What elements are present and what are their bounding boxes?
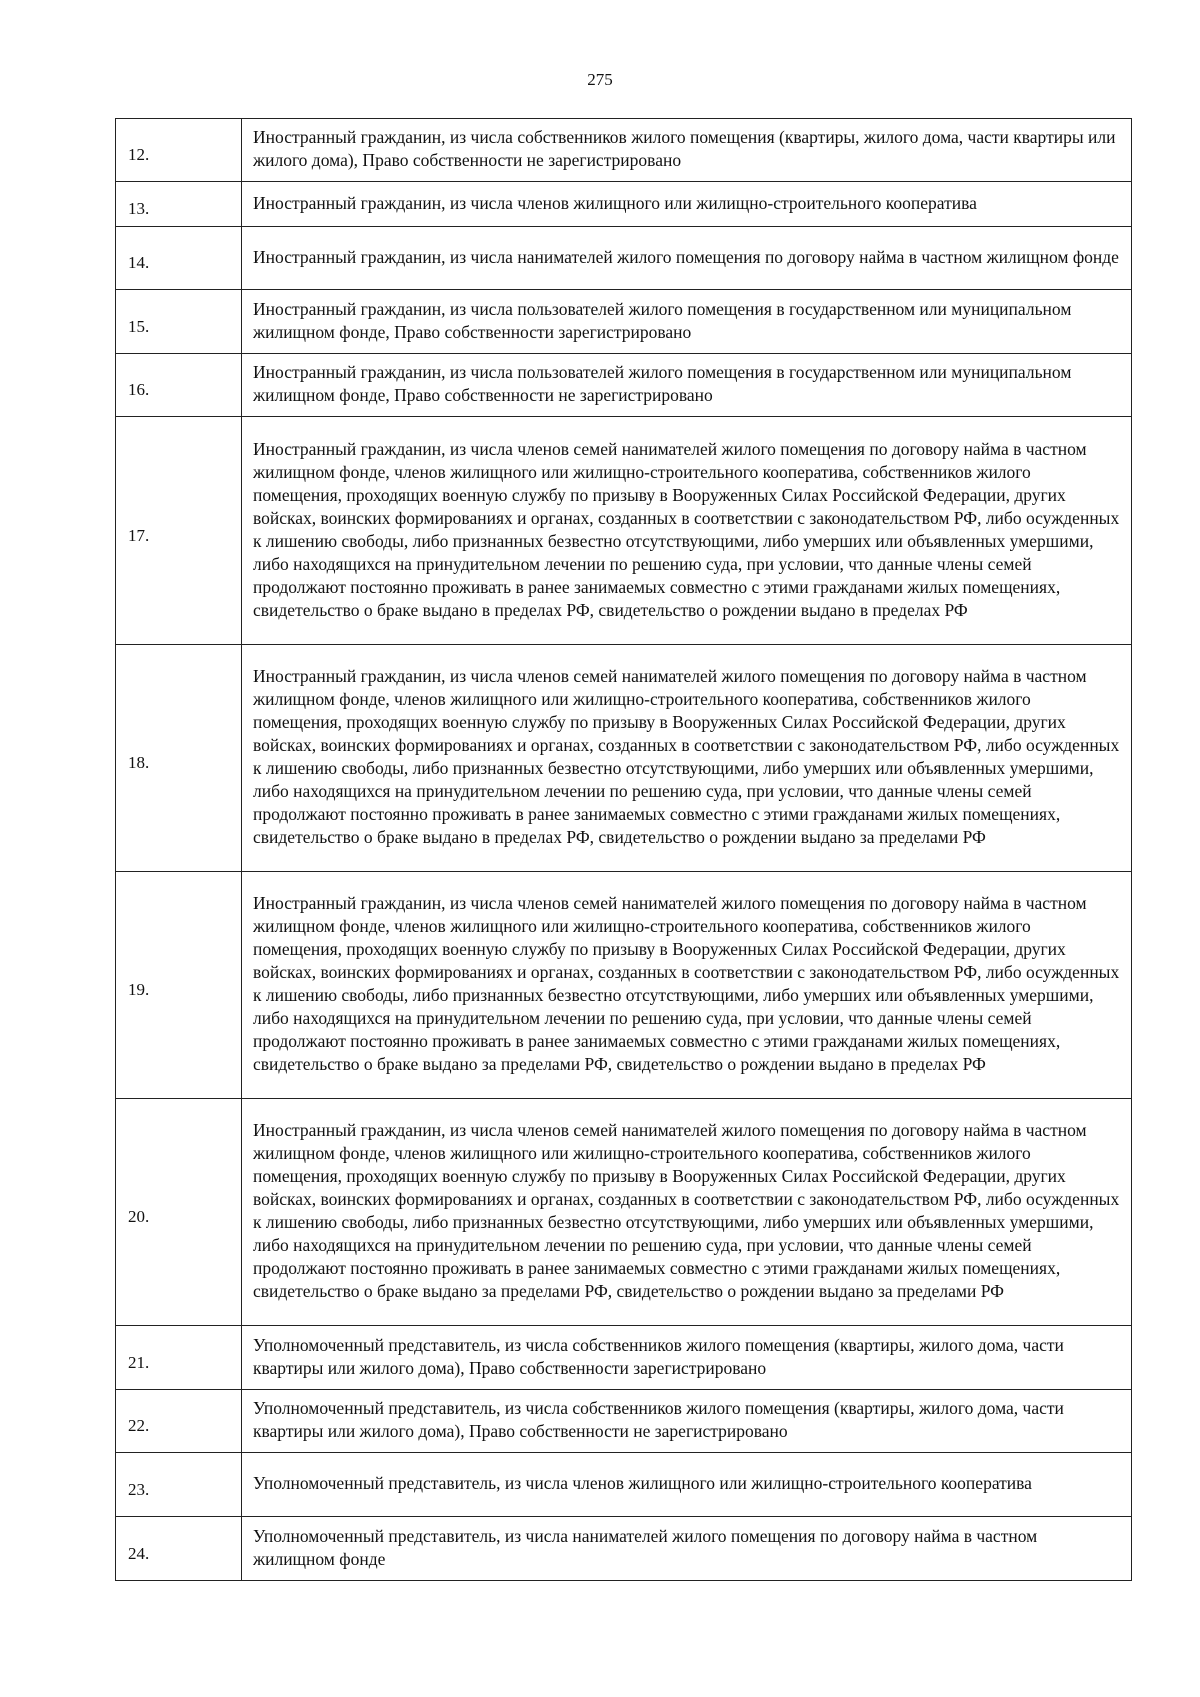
table-row [116, 227, 1132, 290]
table-row [116, 645, 1132, 872]
row-number-label: 23. [128, 1479, 150, 1499]
row-text: Уполномоченный представитель, из числа собственников жилого помещения (квартиры, жилого дома, части квартиры или жилого дома), Право собственности зарегистрировано [242, 1326, 1132, 1390]
table-row [116, 119, 1132, 182]
row-number [116, 290, 242, 354]
row-text: Иностранный гражданин, из числа членов жилищного или жилищно-строительного кооператива [242, 182, 1132, 227]
row-number [116, 1453, 242, 1517]
row-number-label: 18. [128, 753, 150, 772]
table-row [116, 1517, 1132, 1581]
row-text: Иностранный гражданин, из числа членов семей нанимателей жилого помещения по договору найма в частном жилищном фонде, членов жилищного или жилищно-строительного кооператива, собственников жилого помещения, проходящих военную службу по призыву в Вооруженных Силах Российской Федерации, других войсках, воинских формированиях и органах, созданных в соответствии с законодательством РФ, либо осужденных к лишению свободы, либо признанных безвестно отсутствующими, либо умерших или объявленных умершими, либо находящихся на принудительном лечении по решению суда, при условии, что данные члены семей продолжают постоянно проживать в ранее занимаемых совместно с этими гражданами жилых помещениях, свидетельство о браке выдано за пределами РФ, свидетельство о рождении выдано в пределах РФ [242, 872, 1132, 1099]
row-text: Иностранный гражданин, из числа членов семей нанимателей жилого помещения по договору найма в частном жилищном фонде, членов жилищного или жилищно-строительного кооператива, собственников жилого помещения, проходящих военную службу по призыву в Вооруженных Силах Российской Федерации, других войсках, воинских формированиях и органах, созданных в соответствии с законодательством РФ, либо осужденных к лишению свободы, либо признанных безвестно отсутствующими, либо умерших или объявленных умершими, либо находящихся на принудительном лечении по решению суда, при условии, что данные члены семей продолжают постоянно проживать в ранее занимаемых совместно с этими гражданами жилых помещениях, свидетельство о браке выдано в пределах РФ, свидетельство о рождении выдано за пределами РФ [242, 645, 1132, 872]
row-number-label: 13. [128, 199, 150, 218]
table-row [116, 1453, 1132, 1517]
row-number [116, 1390, 242, 1453]
table-row [116, 1390, 1132, 1453]
row-text: Иностранный гражданин, из числа членов семей нанимателей жилого помещения по договору найма в частном жилищном фонде, членов жилищного или жилищно-строительного кооператива, собственников жилого помещения, проходящих военную службу по призыву в Вооруженных Силах Российской Федерации, других войсках, воинских формированиях и органах, созданных в соответствии с законодательством РФ, либо осужденных к лишению свободы, либо признанных безвестно отсутствующими, либо умерших или объявленных умершими, либо находящихся на принудительном лечении по решению суда, при условии, что данные члены семей продолжают постоянно проживать в ранее занимаемых совместно с этими гражданами жилых помещениях, свидетельство о браке выдано за пределами РФ, свидетельство о рождении выдано за пределами РФ [242, 1099, 1132, 1326]
row-number-label: 12. [128, 145, 150, 164]
row-text: Уполномоченный представитель, из числа членов жилищного или жилищно-строительного кооператива [242, 1453, 1132, 1517]
row-number-label: 16. [128, 380, 150, 399]
row-number [116, 1099, 242, 1326]
table-row [116, 1099, 1132, 1326]
page-number: 275 [587, 70, 613, 89]
category-table [115, 118, 1132, 1581]
row-text: Иностранный гражданин, из числа собственников жилого помещения (квартиры, жилого дома, части квартиры или жилого дома), Право собственности не зарегистрировано [242, 119, 1132, 182]
table-row [116, 417, 1132, 645]
row-text: Иностранный гражданин, из числа членов семей нанимателей жилого помещения по договору найма в частном жилищном фонде, членов жилищного или жилищно-строительного кооператива, собственников жилого помещения, проходящих военную службу по призыву в Вооруженных Силах Российской Федерации, других войсках, воинских формированиях и органах, созданных в соответствии с законодательством РФ, либо осужденных к лишению свободы, либо признанных безвестно отсутствующими, либо умерших или объявленных умершими, либо находящихся на принудительном лечении по решению суда, при условии, что данные члены семей продолжают постоянно проживать в ранее занимаемых совместно с этими гражданами жилых помещениях, свидетельство о браке выдано в пределах РФ, свидетельство о рождении выдано в пределах РФ [242, 417, 1132, 645]
table-row [116, 1326, 1132, 1390]
row-number-label: 24. [128, 1543, 150, 1563]
row-text: Уполномоченный представитель, из числа собственников жилого помещения (квартиры, жилого дома, части квартиры или жилого дома), Право собственности не зарегистрировано [242, 1390, 1132, 1453]
row-number [116, 354, 242, 417]
table-row [116, 354, 1132, 417]
row-number [116, 872, 242, 1099]
row-number-label: 19. [128, 980, 150, 999]
row-text: Уполномоченный представитель, из числа нанимателей жилого помещения по договору найма в частном жилищном фонде [242, 1517, 1132, 1581]
row-number [116, 227, 242, 290]
row-number-label: 21. [128, 1352, 150, 1372]
row-number [116, 119, 242, 182]
row-text: Иностранный гражданин, из числа пользователей жилого помещения в государственном или муниципальном жилищном фонде, Право собственности зарегистрировано [242, 290, 1132, 354]
row-number [116, 182, 242, 227]
table-row [116, 290, 1132, 354]
row-number-label: 20. [128, 1207, 150, 1226]
table-row [116, 872, 1132, 1099]
table-row [116, 182, 1132, 227]
row-number [116, 417, 242, 645]
row-text: Иностранный гражданин, из числа пользователей жилого помещения в государственном или муниципальном жилищном фонде, Право собственности не зарегистрировано [242, 354, 1132, 417]
row-number [116, 1326, 242, 1390]
row-number-label: 15. [128, 316, 150, 336]
row-number [116, 1517, 242, 1581]
row-number-label: 14. [128, 253, 150, 272]
row-number-label: 17. [128, 525, 150, 545]
row-number [116, 645, 242, 872]
row-text: Иностранный гражданин, из числа нанимателей жилого помещения по договору найма в частном жилищном фонде [242, 227, 1132, 290]
row-number-label: 22. [128, 1416, 150, 1435]
